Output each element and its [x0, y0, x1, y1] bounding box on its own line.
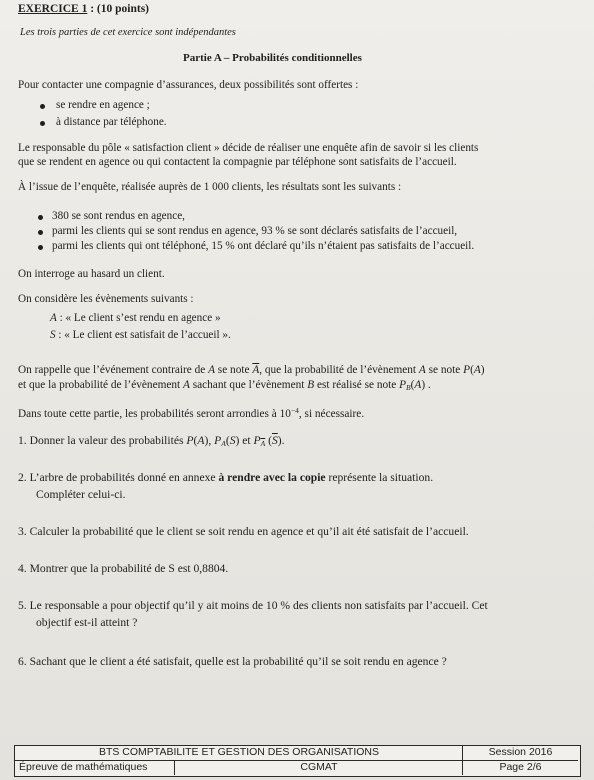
intro-paragraph-8: Dans toute cette partie, les probabilités seront arrondies à $10^{-4}$, si nécessaire. [18, 406, 365, 420]
intro-paragraph-5: On considère les évènements suivants : [18, 293, 194, 305]
intro-paragraph-3: À l’issue de l’enquête, réalisée auprès de 1 000 clients, les résultats sont les suivants : [18, 181, 402, 193]
part-title: Partie A – Probabilités conditionnelles [183, 52, 362, 64]
footer-cell-page: Page 2/6 [499, 761, 542, 773]
event-s-definition: S : « Le client est satisfait de l’accueil ». [50, 329, 231, 341]
list-item: se rendre en agence ; [56, 99, 150, 111]
bullet-icon [38, 230, 43, 235]
list-item: parmi les clients qui se sont rendus en agence, 93 % se sont déclarés satisfaits de l’accueil, [52, 225, 458, 237]
exam-footer-table [14, 745, 581, 777]
list-item: parmi les clients qui ont téléphoné, 15 % ont déclaré qu’ils n’étaient pas satisfaits de l’accueil. [52, 240, 475, 252]
intro-paragraph-2-line-2: que se rendent en agence ou qui contactent la compagnie par téléphone sont satisfaits de l’accueil. [18, 156, 457, 168]
list-item: 380 se sont rendus en agence, [52, 210, 185, 222]
question-5-line-2: objectif est-il atteint ? [36, 616, 138, 629]
intro-paragraph-1: Pour contacter une compagnie d’assurances, deux possibilités sont offertes : [18, 79, 359, 91]
intro-paragraph-7: et que la probabilité de l’évènement A sachant que l’évènement B est réalisé se note $P_B(A)$ . [18, 379, 431, 392]
bullet-icon [38, 215, 43, 220]
exercise-subtitle: Les trois parties de cet exercice sont indépendantes [20, 27, 236, 38]
footer-cell-subject: Épreuve de mathématiques [15, 761, 175, 775]
intro-paragraph-4: On interroge au hasard un client. [18, 268, 165, 280]
list-item: à distance par téléphone. [56, 116, 167, 128]
event-a-definition: A : « Le client s’est rendu en agence » [50, 312, 221, 324]
exercise-title: EXERCICE 1 : (10 points) [18, 3, 149, 15]
bullet-icon [40, 104, 45, 109]
footer-cell-exam: BTS COMPTABILITE ET GESTION DES ORGANISATIONS [15, 746, 463, 761]
bullet-icon [40, 121, 45, 126]
intro-paragraph-2-line-1: Le responsable du pôle « satisfaction client » décide de réaliser une enquête afin de savoir si les clients [18, 142, 479, 154]
question-1: 1. Donner la valeur des probabilités P(A), $P_A(S)$ et $P_{\overline{A}}$ $(\overline{S})$. [18, 434, 285, 448]
footer-cell-code: CGMAT [175, 761, 463, 775]
intro-paragraph-6: On rappelle que l’événement contraire de A se note $\overline{A}$, que la probabilité de l’évènement A se note P(A) [18, 364, 485, 376]
question-3: 3. Calculer la probabilité que le client se soit rendu en agence et qu’il ait été satisfait de l’accueil. [18, 525, 469, 538]
footer-cell-session: Session 2016 [463, 746, 578, 761]
question-2-line-1: 2. L’arbre de probabilités donné en annexe à rendre avec la copie représente la situation. [18, 471, 434, 484]
question-2-line-2: Compléter celui-ci. [36, 488, 126, 501]
bullet-icon [38, 245, 43, 250]
question-4: 4. Montrer que la probabilité de S est 0,8804. [18, 562, 229, 575]
question-5-line-1: 5. Le responsable a pour objectif qu’il y ait moins de 10 % des clients non satisfaits par l’accueil. Cet [18, 599, 488, 612]
question-6: 6. Sachant que le client a été satisfait, quelle est la probabilité qu’il se soit rendu en agence ? [18, 655, 447, 668]
